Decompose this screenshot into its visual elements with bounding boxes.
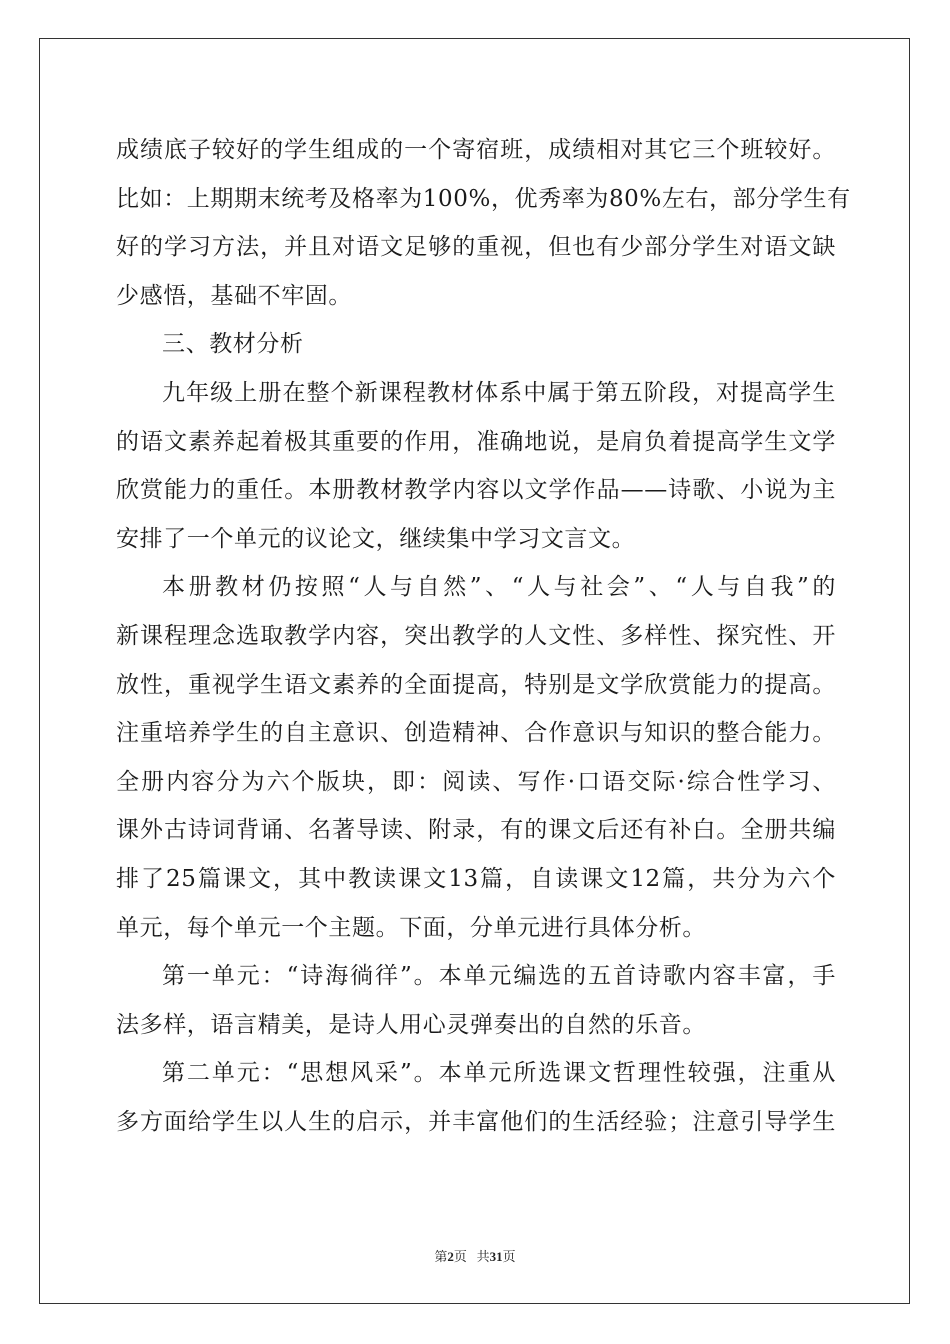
text-line: 欣赏能力的重任。本册教材教学内容以文学作品——诗歌、小说为主: [116, 477, 836, 504]
footer-page-word: 页: [453, 1249, 467, 1264]
text-line: 法多样，语言精美，是诗人用心灵弹奏出的自然的乐音。: [116, 1011, 706, 1038]
text-line: 安排了一个单元的议论文，继续集中学习文言文。: [116, 525, 636, 552]
text-line: 三、教材分析: [162, 331, 304, 358]
text-line: 比如：上期期末统考及格率为100%，优秀率为80%左右，部分学生有: [116, 185, 851, 212]
text-line: 的语文素养起着极其重要的作用，准确地说，是肩负着提高学生文学: [116, 428, 836, 455]
text-line: 注重培养学生的自主意识、创造精神、合作意识与知识的整合能力。: [116, 720, 836, 747]
text-line: 第二单元：“思想风采”。本单元所选课文哲理性较强，注重从: [162, 1060, 836, 1087]
footer-prefix: 第: [434, 1249, 448, 1264]
text-line: 九年级上册在整个新课程教材体系中属于第五阶段，对提高学生: [162, 379, 836, 406]
text-line: 排了25篇课文，其中教读课文13篇，自读课文12篇，共分为六个: [116, 865, 836, 892]
footer-total-suffix: 页: [502, 1249, 516, 1264]
footer-total-prefix: 共: [476, 1249, 490, 1264]
text-line: 全册内容分为六个版块，即：阅读、写作·口语交际·综合性学习、: [116, 768, 836, 795]
text-line: 本册教材仍按照“人与自然”、“人与社会”、“人与自我”的: [162, 574, 836, 601]
text-line: 好的学习方法，并且对语文足够的重视，但也有少部分学生对语文缺: [116, 234, 836, 261]
current-page-number: 2: [447, 1249, 454, 1264]
document-body: [116, 126, 851, 1146]
text-line: 课外古诗词背诵、名著导读、附录，有的课文后还有补白。全册共编: [116, 817, 836, 844]
text-line: 放性，重视学生语文素养的全面提高，特别是文学欣赏能力的提高。: [116, 671, 836, 698]
total-pages-number: 31: [489, 1249, 503, 1264]
text-line: 多方面给学生以人生的启示，并丰富他们的生活经验；注意引导学生: [116, 1108, 836, 1135]
page-footer: [0, 1246, 950, 1265]
text-line: 成绩底子较好的学生组成的一个寄宿班，成绩相对其它三个班较好。: [116, 137, 836, 163]
text-line: 新课程理念选取教学内容，突出教学的人文性、多样性、探究性、开: [116, 622, 836, 649]
text-line: 第一单元：“诗海徜徉”。本单元编选的五首诗歌内容丰富，手: [162, 963, 836, 990]
text-line: 单元，每个单元一个主题。下面，分单元进行具体分析。: [116, 914, 706, 941]
text-line: 少感悟，基础不牢固。: [116, 282, 352, 309]
